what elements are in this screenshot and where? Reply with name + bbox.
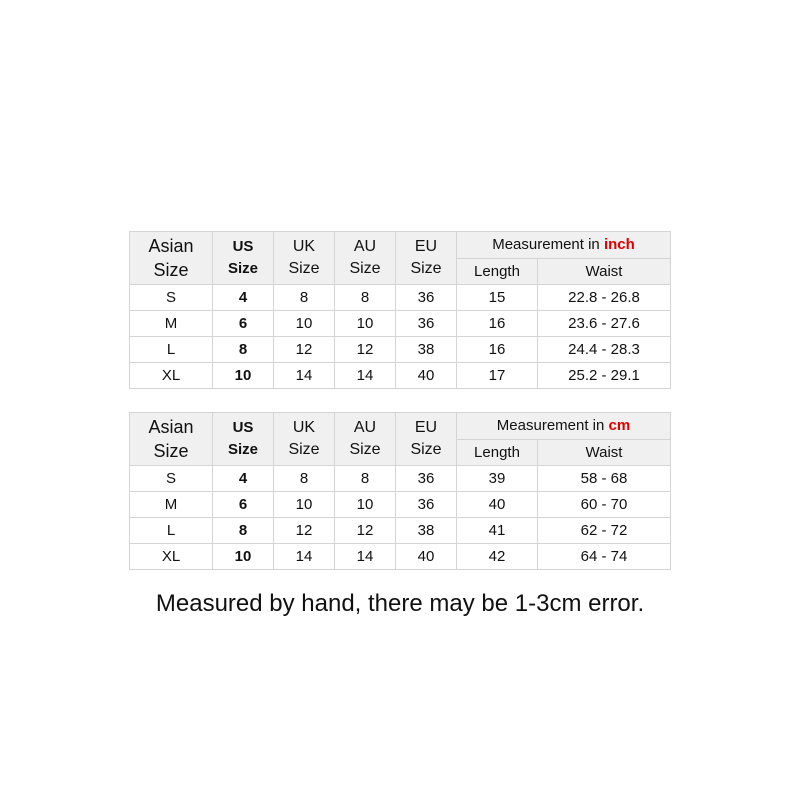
cell-waist: 62 - 72: [538, 518, 671, 544]
cell-length: 39: [457, 466, 538, 492]
header-asian-size: Asian Size: [130, 413, 213, 466]
cell-waist: 22.8 - 26.8: [538, 285, 671, 311]
cell-uk-size: 10: [274, 492, 335, 518]
header-asian-size: Asian Size: [130, 232, 213, 285]
cell-waist: 24.4 - 28.3: [538, 337, 671, 363]
cell-waist: 60 - 70: [538, 492, 671, 518]
header-length: Length: [457, 259, 538, 285]
cell-au-size: 8: [335, 466, 396, 492]
cell-asian-size: M: [130, 311, 213, 337]
cell-asian-size: XL: [130, 544, 213, 570]
header-uk-size: UK Size: [274, 413, 335, 466]
size-table-cm: [129, 412, 671, 570]
cell-uk-size: 8: [274, 466, 335, 492]
cell-uk-size: 12: [274, 337, 335, 363]
cell-length: 17: [457, 363, 538, 389]
header-eu-size: EU Size: [396, 232, 457, 285]
header-measurement: Measurement in cm: [457, 413, 671, 440]
cell-au-size: 14: [335, 544, 396, 570]
cell-us-size: 10: [213, 544, 274, 570]
cell-eu-size: 36: [396, 311, 457, 337]
header-eu-size: EU Size: [396, 413, 457, 466]
cell-eu-size: 36: [396, 492, 457, 518]
cell-us-size: 6: [213, 311, 274, 337]
size-table-inch: [129, 231, 671, 389]
unit-label: cm: [608, 417, 631, 434]
header-us-size: US Size: [213, 232, 274, 285]
cell-asian-size: L: [130, 518, 213, 544]
table-row: [130, 285, 671, 311]
cell-length: 16: [457, 337, 538, 363]
cell-eu-size: 36: [396, 466, 457, 492]
table-row: [130, 492, 671, 518]
cell-uk-size: 12: [274, 518, 335, 544]
cell-au-size: 10: [335, 492, 396, 518]
cell-waist: 64 - 74: [538, 544, 671, 570]
table-row: [130, 544, 671, 570]
header-length: Length: [457, 440, 538, 466]
cell-us-size: 8: [213, 337, 274, 363]
table-row: [130, 518, 671, 544]
table-row: [130, 466, 671, 492]
cell-uk-size: 14: [274, 544, 335, 570]
cell-eu-size: 38: [396, 337, 457, 363]
cell-au-size: 8: [335, 285, 396, 311]
cell-us-size: 8: [213, 518, 274, 544]
cell-au-size: 12: [335, 337, 396, 363]
header-us-size: US Size: [213, 413, 274, 466]
table-row: [130, 311, 671, 337]
header-au-size: AU Size: [335, 413, 396, 466]
header-uk-size: UK Size: [274, 232, 335, 285]
cell-uk-size: 10: [274, 311, 335, 337]
cell-eu-size: 38: [396, 518, 457, 544]
cell-waist: 23.6 - 27.6: [538, 311, 671, 337]
cell-us-size: 6: [213, 492, 274, 518]
cell-us-size: 10: [213, 363, 274, 389]
cell-asian-size: S: [130, 285, 213, 311]
cell-asian-size: M: [130, 492, 213, 518]
unit-label: inch: [603, 236, 635, 253]
cell-waist: 58 - 68: [538, 466, 671, 492]
cell-eu-size: 40: [396, 544, 457, 570]
cell-length: 40: [457, 492, 538, 518]
cell-waist: 25.2 - 29.1: [538, 363, 671, 389]
header-waist: Waist: [538, 259, 671, 285]
cell-eu-size: 36: [396, 285, 457, 311]
measurement-note: Measured by hand, there may be 1-3cm error.: [155, 590, 645, 617]
cell-au-size: 14: [335, 363, 396, 389]
cell-asian-size: XL: [130, 363, 213, 389]
header-au-size: AU Size: [335, 232, 396, 285]
cell-us-size: 4: [213, 466, 274, 492]
table-row: [130, 337, 671, 363]
cell-asian-size: L: [130, 337, 213, 363]
cell-au-size: 10: [335, 311, 396, 337]
cell-eu-size: 40: [396, 363, 457, 389]
cell-au-size: 12: [335, 518, 396, 544]
cell-length: 41: [457, 518, 538, 544]
header-measurement: Measurement in inch: [457, 232, 671, 259]
cell-us-size: 4: [213, 285, 274, 311]
cell-uk-size: 8: [274, 285, 335, 311]
table-row: [130, 363, 671, 389]
cell-length: 42: [457, 544, 538, 570]
cell-asian-size: S: [130, 466, 213, 492]
cell-uk-size: 14: [274, 363, 335, 389]
cell-length: 15: [457, 285, 538, 311]
cell-length: 16: [457, 311, 538, 337]
header-waist: Waist: [538, 440, 671, 466]
